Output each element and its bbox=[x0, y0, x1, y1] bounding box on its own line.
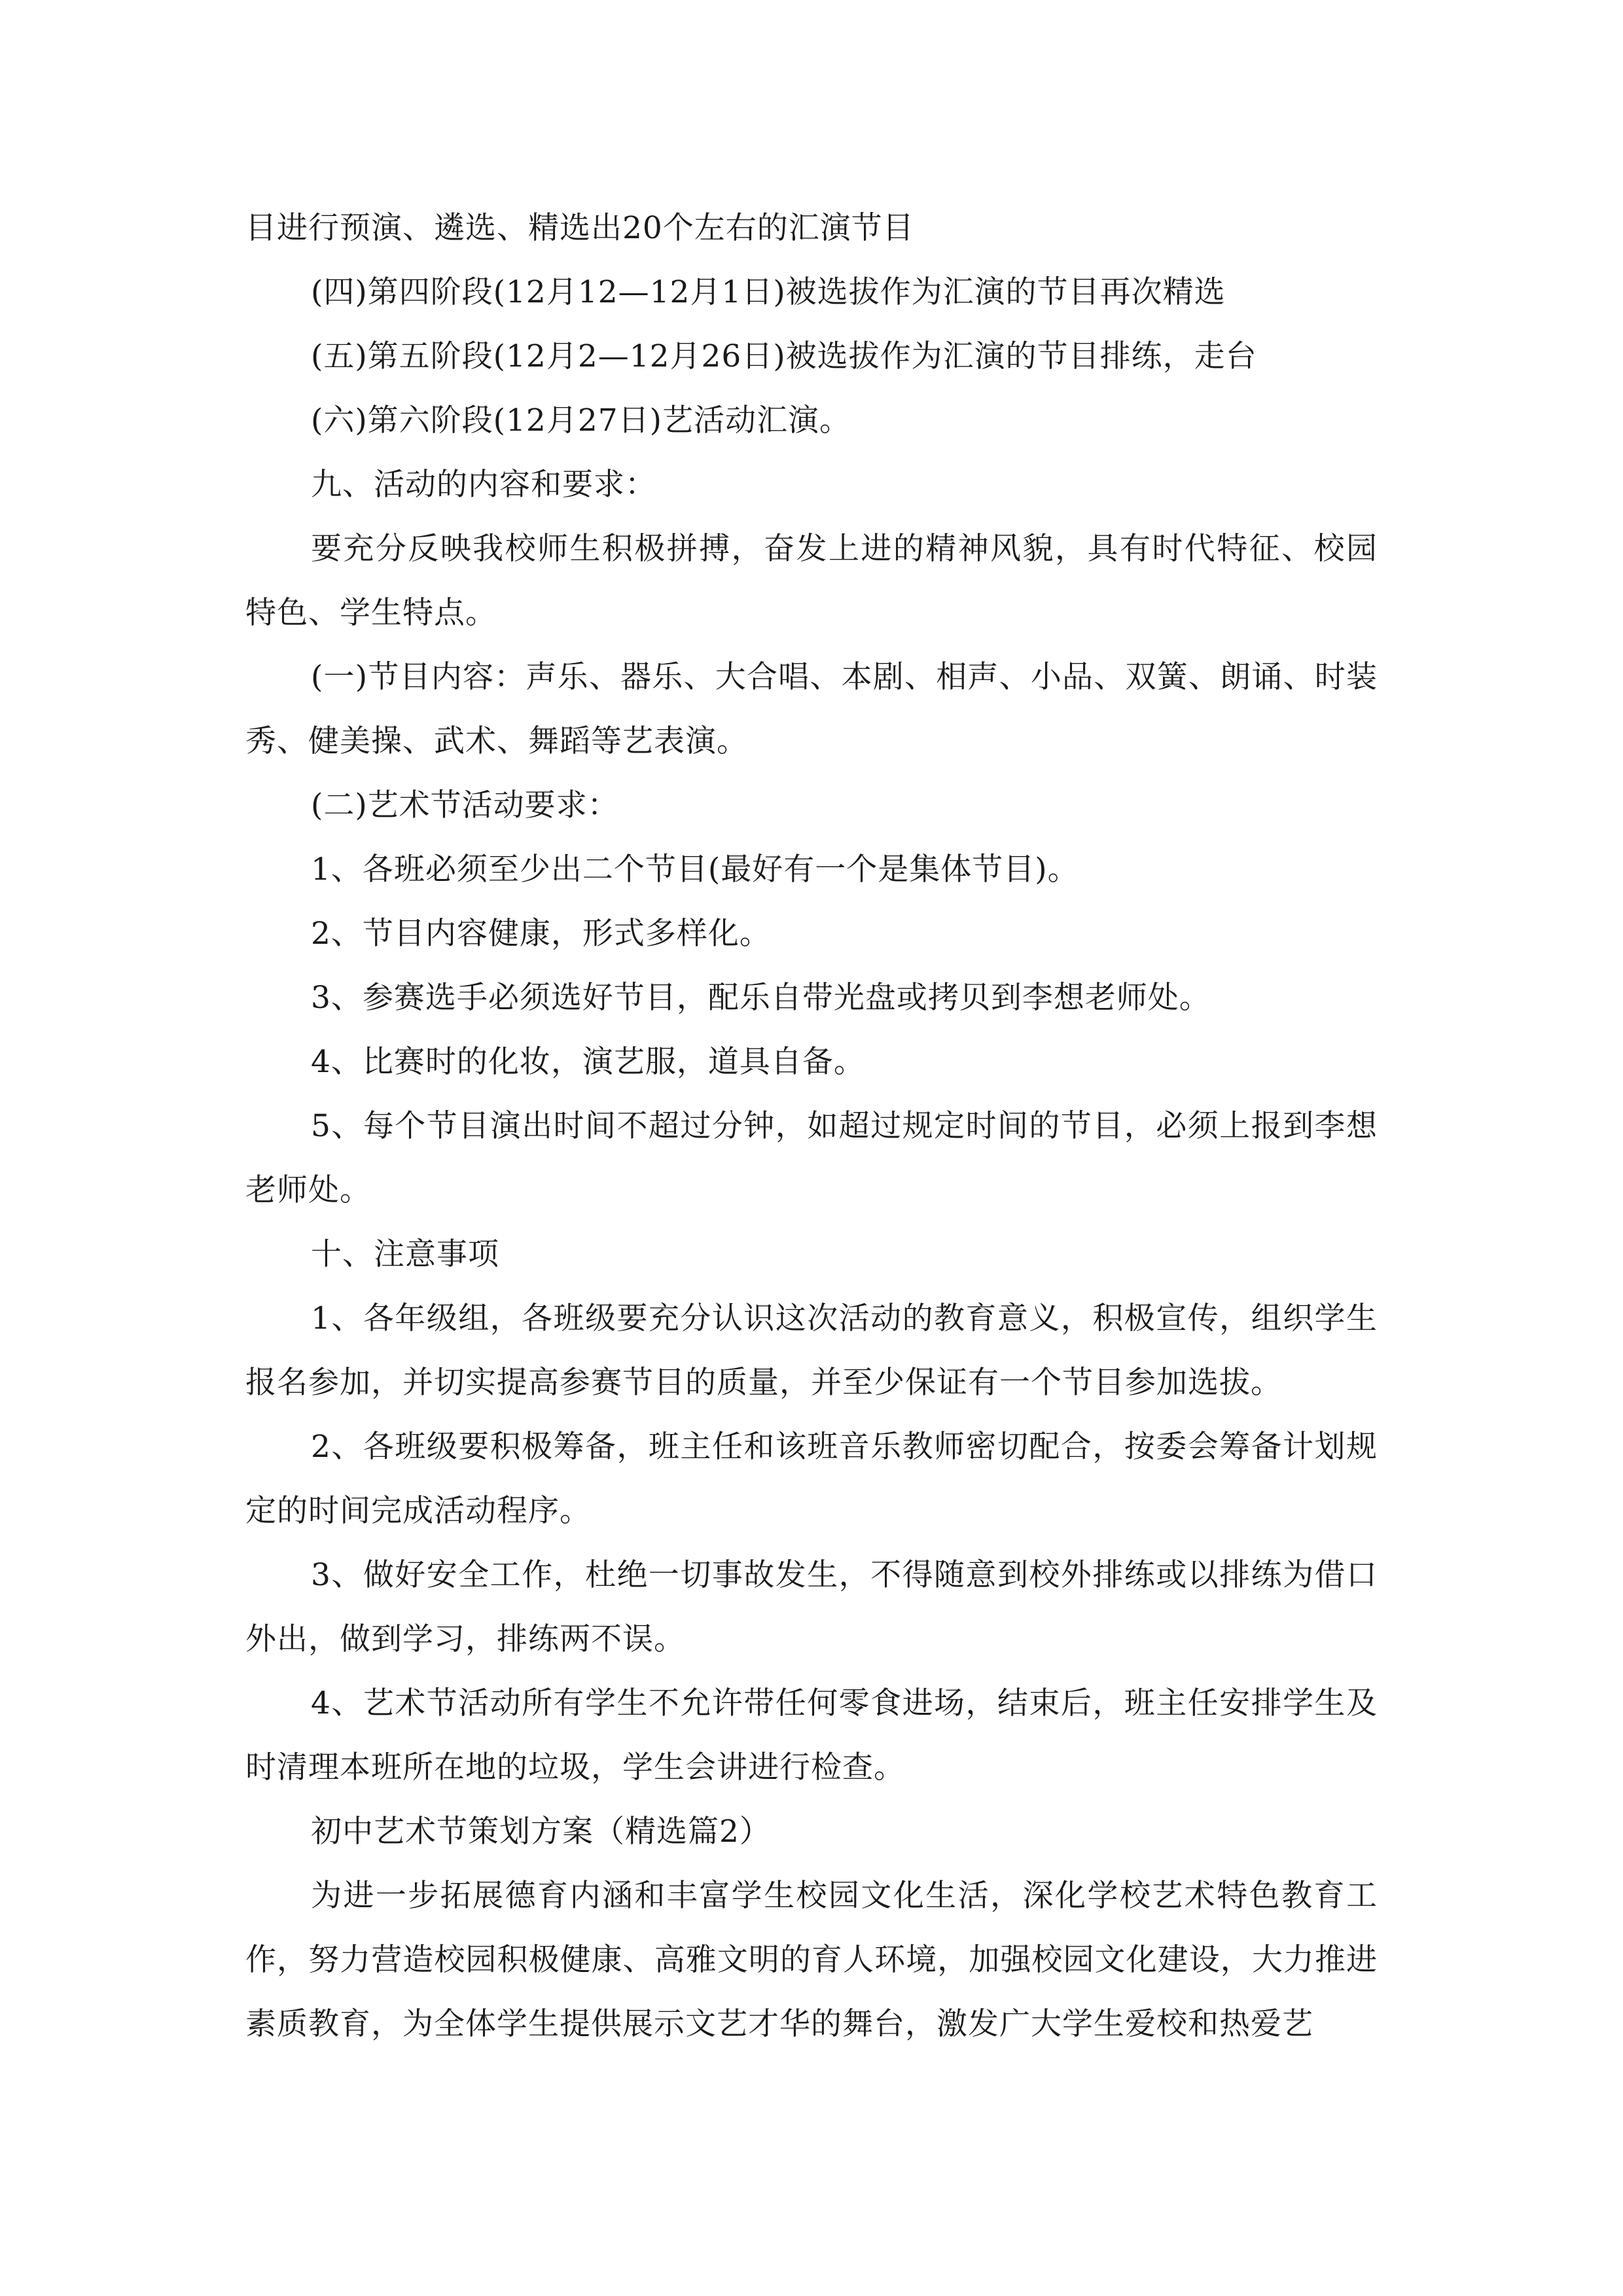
section-heading-nine: 九、活动的内容和要求： bbox=[311, 467, 656, 503]
section-title-plan-2: 初中艺术节策划方案（精选篇2） bbox=[311, 1814, 771, 1850]
requirement-item: 2、节目内容健康，形式多样化。 bbox=[311, 916, 771, 952]
stage-four: (四)第四阶段(12月12—12月1日)被选拔作为汇演的节目再次精选 bbox=[311, 274, 1226, 310]
stage-five: (五)第五阶段(12月2—12月26日)被选拔作为汇演的节目排练，走台 bbox=[311, 338, 1257, 374]
paragraph-continuation: 目进行预演、遴选、精选出20个左右的汇演节目 bbox=[245, 210, 914, 246]
requirement-item: 1、各班必须至少出二个节目(最好有一个是集体节目)。 bbox=[311, 852, 1079, 888]
paragraph-intro: 为进一步拓展德育内涵和丰富学生校园文化生活，深化学校艺术特色教育工作，努力营造校园积极健康、高雅文明的育人环境，加强校园文化建设，大力推进素质教育，为全体学生提供展示文艺才华的舞台，激发广大学生爱校和热爱艺 bbox=[245, 1878, 1378, 2042]
requirement-item: 3、参赛选手必须选好节目，配乐自带光盘或拷贝到李想老师处。 bbox=[311, 980, 1211, 1016]
stage-six: (六)第六阶段(12月27日)艺活动汇演。 bbox=[311, 403, 851, 439]
requirement-item: 4、比赛时的化妆，演艺服，道具自备。 bbox=[311, 1044, 865, 1080]
notice-item: 2、各班级要积极筹备，班主任和该班音乐教师密切配合，按委会筹备计划规定的时间完成活动程序。 bbox=[245, 1429, 1378, 1529]
notice-item: 1、各年级组，各班级要充分认识这次活动的教育意义，积极宣传，组织学生报名参加，并切实提高参赛节目的质量，并至少保证有一个节目参加选拔。 bbox=[245, 1300, 1378, 1401]
program-content: (一)节目内容：声乐、器乐、大合唱、本剧、相声、小品、双簧、朗诵、时装秀、健美操、武术、舞蹈等艺表演。 bbox=[245, 659, 1378, 759]
section-heading-ten: 十、注意事项 bbox=[311, 1236, 499, 1272]
requirement-item: 5、每个节目演出时间不超过分钟，如超过规定时间的节目，必须上报到李想老师处。 bbox=[245, 1108, 1378, 1208]
notice-item: 3、做好安全工作，杜绝一切事故发生，不得随意到校外排练或以排练为借口外出，做到学习，排练两不误。 bbox=[245, 1557, 1378, 1657]
document-body bbox=[245, 196, 1378, 2056]
notice-item: 4、艺术节活动所有学生不允许带任何零食进场，结束后，班主任安排学生及时清理本班所在地的垃圾，学生会讲进行检查。 bbox=[245, 1685, 1378, 1785]
subheading-requirements: (二)艺术节活动要求： bbox=[311, 787, 619, 823]
paragraph-spirit: 要充分反映我校师生积极拼搏，奋发上进的精神风貌，具有时代特征、校园特色、学生特点。 bbox=[245, 531, 1378, 631]
